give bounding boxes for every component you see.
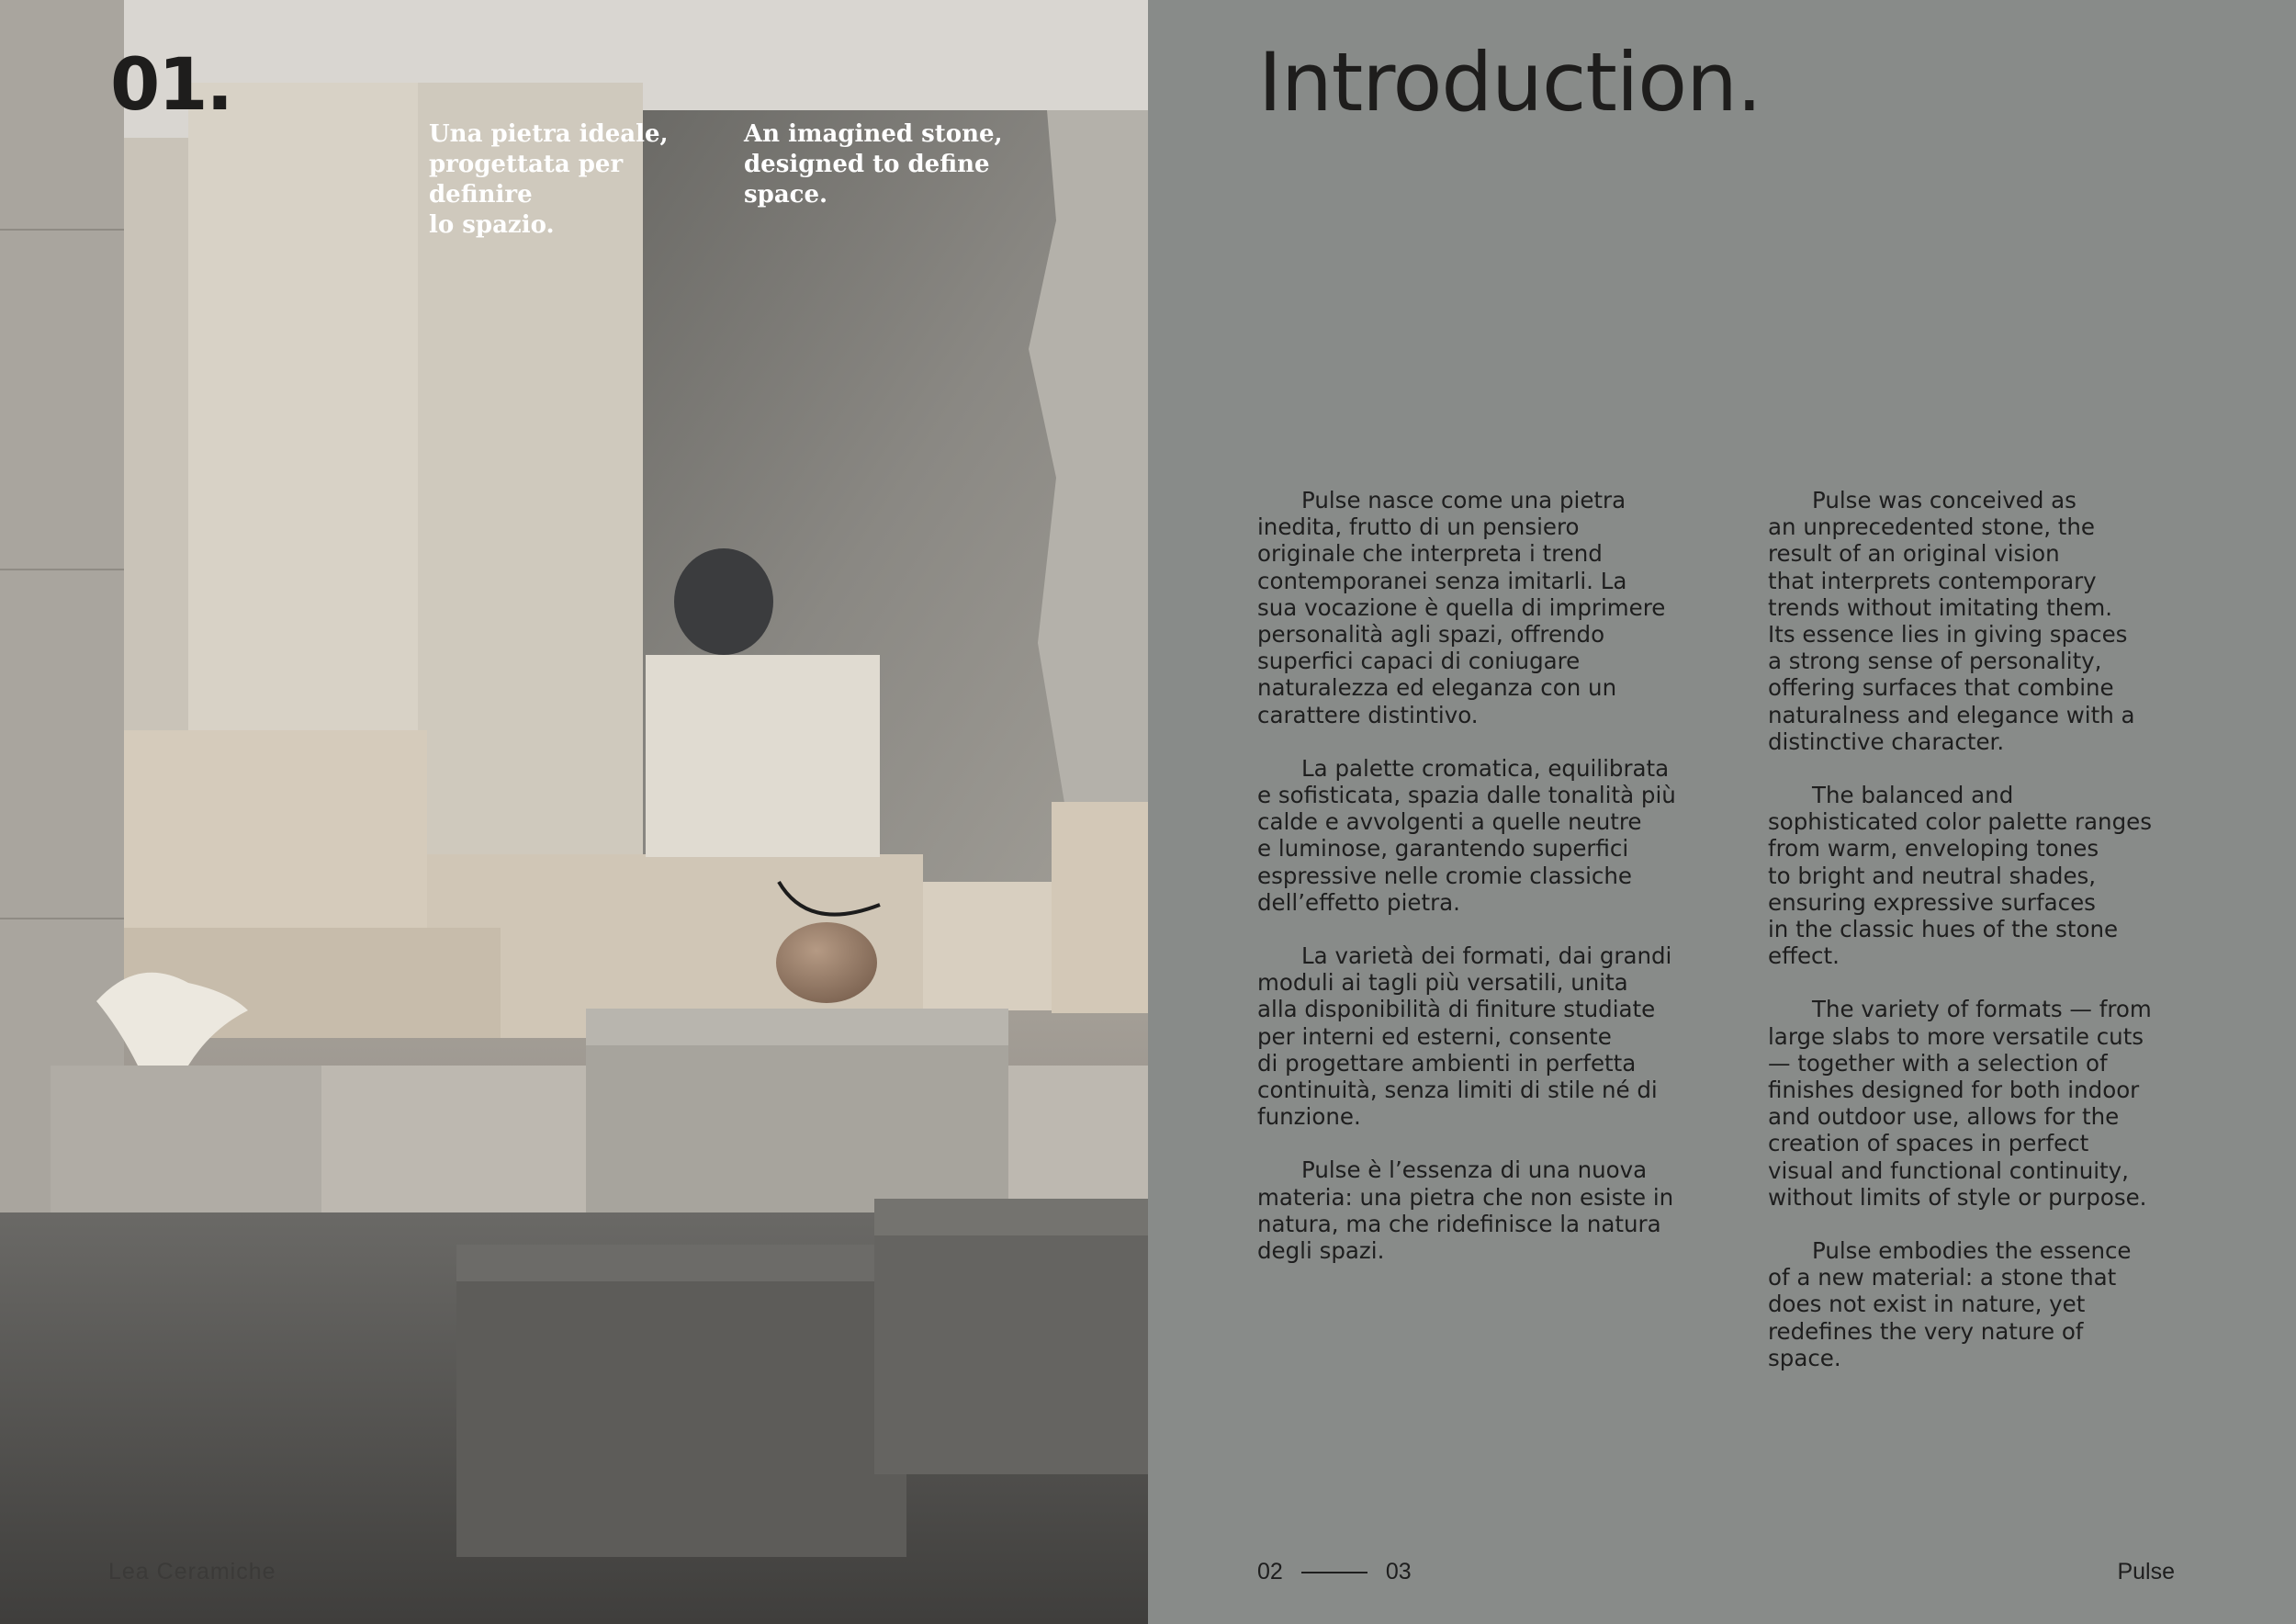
section-number: 01. (110, 44, 232, 127)
page-numbers (1257, 1559, 1412, 1585)
italian-paragraph: La palette cromatica, equilibrata e sofisticata, spazia dalle tonalità più calde e avvolgenti a quelle neutre e luminose, garantendo superfici espressive nelle cromie classiche dell’effetto pietra. (1257, 754, 1676, 916)
tagline-english: An imagined stone, designed to define space. (744, 120, 1003, 209)
page-title: Introduction. (1258, 35, 1761, 130)
tagline-italian: Una pietra ideale, progettata per definire lo spazio. (429, 120, 669, 239)
english-text-column (1768, 487, 2209, 1398)
italian-paragraph: La varietà dei formati, dai grandi moduli ai tagli più versatili, unita alla disponibilità di finiture studiate per interni ed esterni, consente di progettare ambienti in perfetta continuità, senza limiti di stile né di funzione. (1257, 942, 1672, 1131)
italian-text-column (1257, 487, 1716, 1291)
intro-page (1148, 0, 2296, 1624)
english-paragraph: The balanced and sophisticated color palette ranges from warm, enveloping tones to bright and neutral shades, ensuring expressive surfaces in the classic hues of the stone effect. (1768, 782, 2152, 970)
page-divider (1301, 1572, 1367, 1573)
english-paragraph: Pulse was conceived as an unprecedented stone, the result of an original vision that interprets contemporary trends without imitating them. Its essence lies in giving spaces a strong sense of personality, offering surfaces that combine naturalness and elegance with a distinctive character. (1768, 487, 2135, 755)
italian-paragraph: Pulse è l’essenza di una nuova materia: una pietra che non esiste in natura, ma che ridefinisce la natura degli spazi. (1257, 1156, 1674, 1265)
page-number-right: 03 (1385, 1559, 1412, 1585)
product-name: Pulse (2117, 1559, 2175, 1585)
italian-paragraph: Pulse nasce come una pietra inedita, frutto di un pensiero originale che interpreta i trend contemporanei senza imitarli. La sua vocazione è quella di imprimere personalità agli spazi, offrendo superfici capaci di coniugare naturalezza ed eleganza con un carattere distintivo. (1257, 487, 1666, 728)
english-paragraph: The variety of formats — from large slabs to more versatile cuts — together with a selection of finishes designed for both indoor and outdoor use, allows for the creation of spaces in perfect visual and functional continuity, without limits of style or purpose. (1768, 996, 2152, 1211)
brand-footer: Lea Ceramiche (108, 1559, 276, 1585)
english-paragraph: Pulse embodies the essence of a new material: a stone that does not exist in nature, yet redefines the very nature of space. (1768, 1237, 2132, 1371)
page-number-left: 02 (1257, 1559, 1283, 1585)
